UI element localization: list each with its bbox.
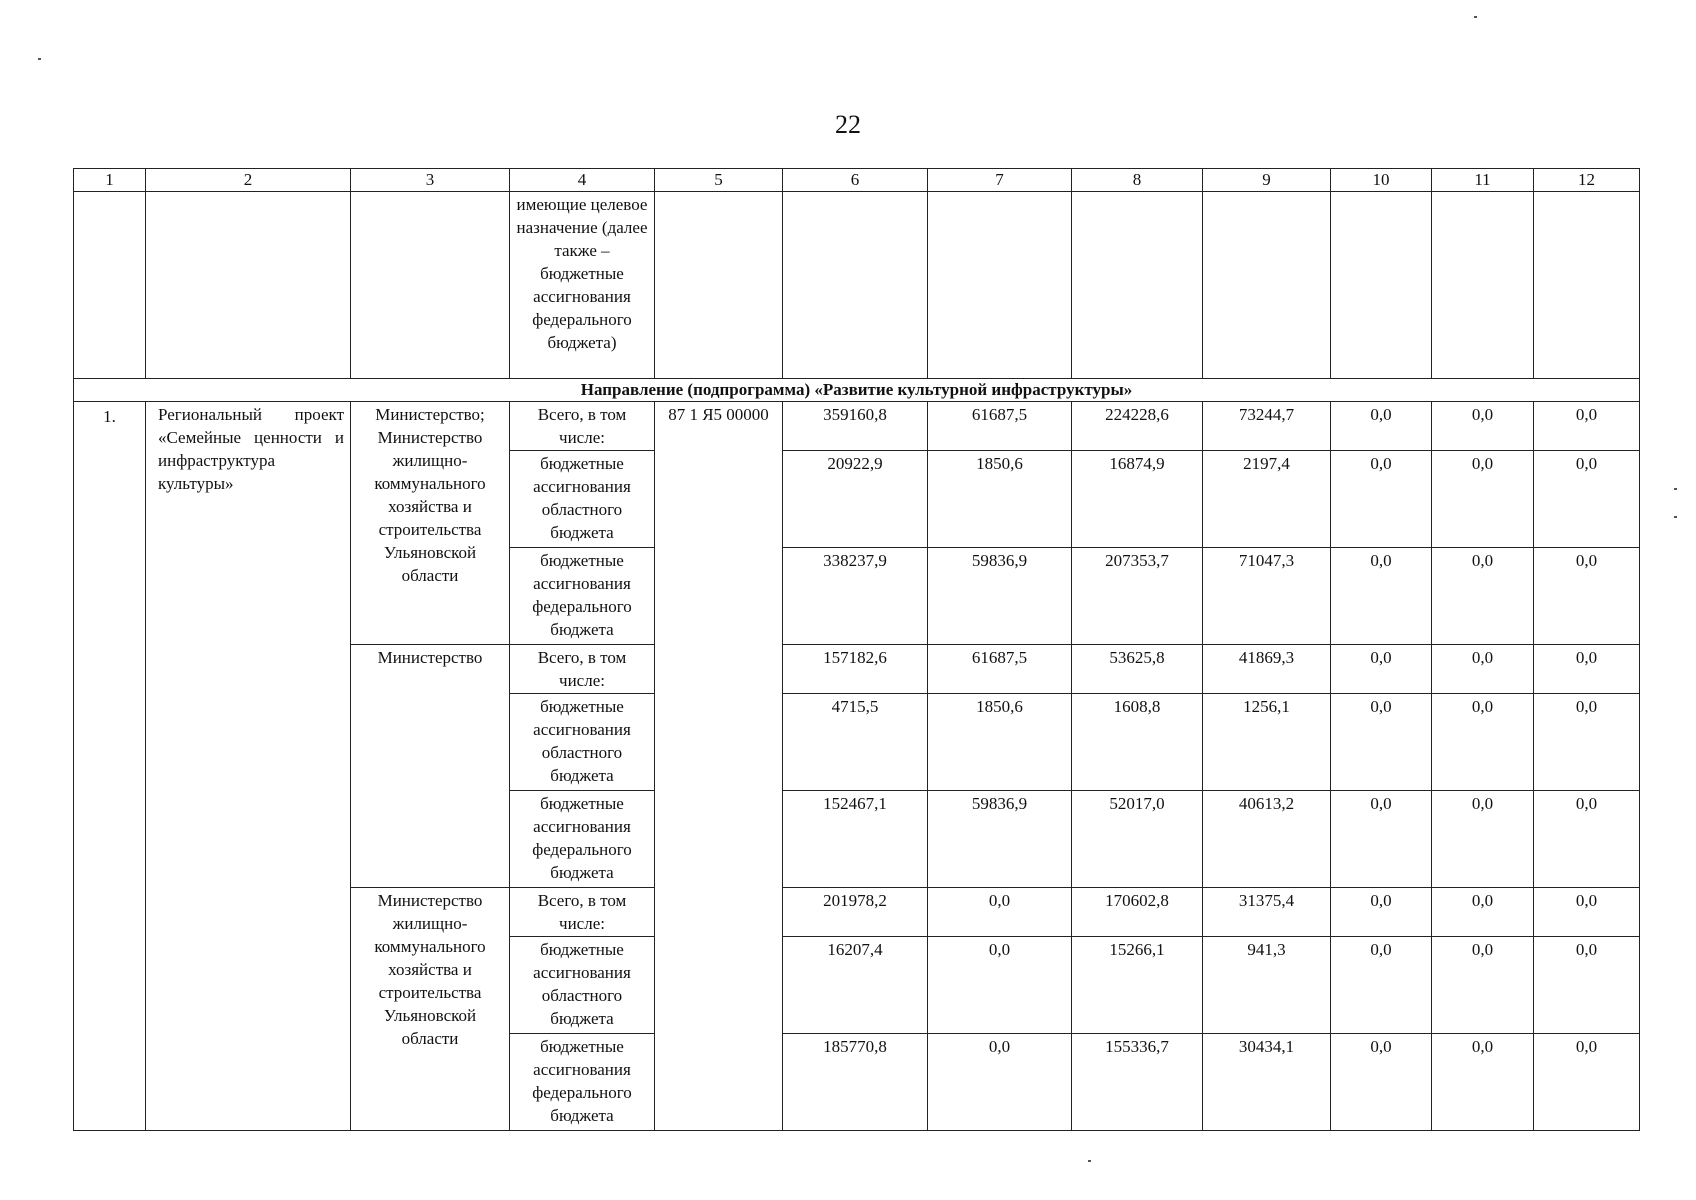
funding-source: бюджетные ассигнования областного бюджета (510, 937, 655, 1034)
column-header: 7 (928, 169, 1072, 192)
column-header: 11 (1432, 169, 1534, 192)
value-cell: 0,0 (1534, 791, 1640, 888)
value-cell: 155336,7 (1072, 1034, 1203, 1131)
executor-name: Министерство жилищно-коммунального хозяйства и строительства Ульяновской области (351, 888, 510, 1131)
funding-source: бюджетные ассигнования федерального бюджета (510, 1034, 655, 1131)
column-header: 10 (1331, 169, 1432, 192)
value-cell: 201978,2 (783, 888, 928, 937)
value-cell: 0,0 (1432, 694, 1534, 791)
table-cell (1331, 192, 1432, 379)
value-cell: 0,0 (1331, 645, 1432, 694)
value-cell: 40613,2 (1203, 791, 1331, 888)
funding-source: бюджетные ассигнования федерального бюджета (510, 548, 655, 645)
value-cell: 1608,8 (1072, 694, 1203, 791)
value-cell: 170602,8 (1072, 888, 1203, 937)
table-cell (351, 192, 510, 379)
value-cell: 0,0 (1432, 888, 1534, 937)
value-cell: 41869,3 (1203, 645, 1331, 694)
value-cell: 0,0 (1331, 451, 1432, 548)
value-cell: 61687,5 (928, 645, 1072, 694)
column-header: 2 (146, 169, 351, 192)
value-cell: 0,0 (1432, 645, 1534, 694)
value-cell: 16207,4 (783, 937, 928, 1034)
value-cell: 59836,9 (928, 791, 1072, 888)
value-cell: 0,0 (1534, 888, 1640, 937)
table-cell (146, 192, 351, 379)
section-title: Направление (подпрограмма) «Развитие культурной инфраструктуры» (74, 379, 1640, 402)
value-cell: 20922,9 (783, 451, 928, 548)
funding-source: Всего, в том числе: (510, 402, 655, 451)
value-cell: 0,0 (928, 937, 1072, 1034)
column-header: 4 (510, 169, 655, 192)
value-cell: 59836,9 (928, 548, 1072, 645)
value-cell: 207353,7 (1072, 548, 1203, 645)
value-cell: 0,0 (1534, 451, 1640, 548)
value-cell: 0,0 (1432, 548, 1534, 645)
value-cell: 71047,3 (1203, 548, 1331, 645)
value-cell: 0,0 (1432, 1034, 1534, 1131)
value-cell: 1850,6 (928, 451, 1072, 548)
table-cell (1534, 192, 1640, 379)
value-cell: 0,0 (1534, 402, 1640, 451)
continued-source-text: имеющие целевое назначение (далее также – бюджетные ассигнования федерального бюджета) (510, 192, 655, 379)
value-cell: 1850,6 (928, 694, 1072, 791)
value-cell: 0,0 (1331, 402, 1432, 451)
budget-code: 87 1 Я5 00000 (655, 402, 783, 1131)
executor-name: Министерство; Министерство жилищно-коммунального хозяйства и строительства Ульяновской области (351, 402, 510, 645)
continued-row (74, 192, 1640, 379)
value-cell: 0,0 (1534, 937, 1640, 1034)
value-cell: 4715,5 (783, 694, 928, 791)
value-cell: 73244,7 (1203, 402, 1331, 451)
table-row (74, 402, 1640, 451)
scan-speck (1674, 516, 1677, 518)
funding-source: Всего, в том числе: (510, 645, 655, 694)
column-header: 8 (1072, 169, 1203, 192)
value-cell: 52017,0 (1072, 791, 1203, 888)
column-number-row (74, 169, 1640, 192)
scan-speck (1088, 1160, 1091, 1162)
value-cell: 31375,4 (1203, 888, 1331, 937)
value-cell: 53625,8 (1072, 645, 1203, 694)
table-cell (655, 192, 783, 379)
scan-speck (1674, 488, 1677, 490)
funding-source: бюджетные ассигнования областного бюджета (510, 451, 655, 548)
value-cell: 941,3 (1203, 937, 1331, 1034)
scan-speck (1474, 16, 1477, 18)
value-cell: 0,0 (1534, 645, 1640, 694)
value-cell: 157182,6 (783, 645, 928, 694)
table-cell (783, 192, 928, 379)
value-cell: 61687,5 (928, 402, 1072, 451)
value-cell: 224228,6 (1072, 402, 1203, 451)
value-cell: 0,0 (1331, 937, 1432, 1034)
value-cell: 0,0 (1432, 451, 1534, 548)
budget-table (73, 168, 1640, 1131)
value-cell: 152467,1 (783, 791, 928, 888)
funding-source: Всего, в том числе: (510, 888, 655, 937)
scan-speck (38, 58, 41, 60)
value-cell: 0,0 (1432, 402, 1534, 451)
column-header: 6 (783, 169, 928, 192)
value-cell: 0,0 (928, 888, 1072, 937)
column-header: 3 (351, 169, 510, 192)
value-cell: 359160,8 (783, 402, 928, 451)
value-cell: 0,0 (1331, 1034, 1432, 1131)
value-cell: 30434,1 (1203, 1034, 1331, 1131)
value-cell: 0,0 (1331, 888, 1432, 937)
value-cell: 338237,9 (783, 548, 928, 645)
value-cell: 0,0 (1331, 548, 1432, 645)
executor-name: Министерство (351, 645, 510, 888)
value-cell: 0,0 (1432, 937, 1534, 1034)
table-cell (74, 192, 146, 379)
value-cell: 15266,1 (1072, 937, 1203, 1034)
table-cell (1432, 192, 1534, 379)
value-cell: 0,0 (1534, 1034, 1640, 1131)
project-name: Региональный проект «Семейные ценности и инфраструктура культуры» (146, 402, 351, 1131)
value-cell: 0,0 (928, 1034, 1072, 1131)
value-cell: 0,0 (1331, 694, 1432, 791)
section-row (74, 379, 1640, 402)
value-cell: 0,0 (1534, 548, 1640, 645)
value-cell: 0,0 (1331, 791, 1432, 888)
page-number: 22 (835, 110, 861, 139)
table-cell (1203, 192, 1331, 379)
value-cell: 185770,8 (783, 1034, 928, 1131)
funding-source: бюджетные ассигнования областного бюджета (510, 694, 655, 791)
column-header: 12 (1534, 169, 1640, 192)
column-header: 1 (74, 169, 146, 192)
value-cell: 2197,4 (1203, 451, 1331, 548)
project-number: 1. (74, 402, 146, 1131)
table-cell (928, 192, 1072, 379)
value-cell: 0,0 (1534, 694, 1640, 791)
value-cell: 0,0 (1432, 791, 1534, 888)
value-cell: 16874,9 (1072, 451, 1203, 548)
value-cell: 1256,1 (1203, 694, 1331, 791)
table-cell (1072, 192, 1203, 379)
column-header: 9 (1203, 169, 1331, 192)
column-header: 5 (655, 169, 783, 192)
funding-source: бюджетные ассигнования федерального бюджета (510, 791, 655, 888)
